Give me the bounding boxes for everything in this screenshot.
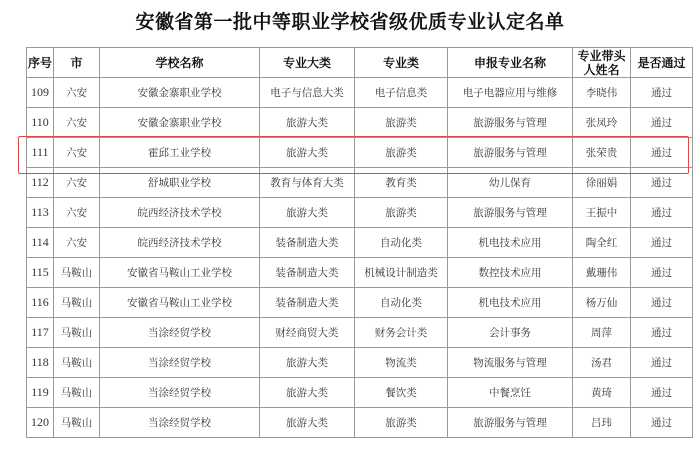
- cell-subcategory: 电子信息类: [355, 78, 448, 108]
- table-row: [27, 258, 693, 288]
- cell-subcategory: 旅游类: [355, 198, 448, 228]
- table-row: [27, 228, 693, 258]
- cell-major: 旅游服务与管理: [448, 108, 573, 138]
- cell-subcategory: 财务会计类: [355, 318, 448, 348]
- cell-leader: 徐丽娟: [573, 168, 631, 198]
- cell-leader: 陶全红: [573, 228, 631, 258]
- cell-category: 财经商贸大类: [260, 318, 355, 348]
- cell-city: 六安: [54, 108, 100, 138]
- cell-passed: 通过: [631, 108, 693, 138]
- cell-city: 六安: [54, 228, 100, 258]
- header-passed: 是否通过: [631, 48, 693, 78]
- cell-city: 六安: [54, 78, 100, 108]
- table-row: [27, 288, 693, 318]
- cell-city: 马鞍山: [54, 408, 100, 438]
- cell-seq: 119: [27, 378, 54, 408]
- cell-subcategory: 旅游类: [355, 108, 448, 138]
- table-row: [27, 138, 693, 168]
- cell-category: 装备制造大类: [260, 228, 355, 258]
- cell-subcategory: 自动化类: [355, 288, 448, 318]
- cell-major: 会计事务: [448, 318, 573, 348]
- cell-major: 物流服务与管理: [448, 348, 573, 378]
- cell-leader: 张荣贵: [573, 138, 631, 168]
- cell-category: 教育与体育大类: [260, 168, 355, 198]
- cell-city: 马鞍山: [54, 318, 100, 348]
- cell-leader: 李晓伟: [573, 78, 631, 108]
- cell-subcategory: 旅游类: [355, 408, 448, 438]
- cell-major: 旅游服务与管理: [448, 198, 573, 228]
- table-row: [27, 408, 693, 438]
- cell-seq: 120: [27, 408, 54, 438]
- cell-category: 旅游大类: [260, 408, 355, 438]
- cell-category: 旅游大类: [260, 378, 355, 408]
- cell-passed: 通过: [631, 288, 693, 318]
- header-category: 专业大类: [260, 48, 355, 78]
- table-row: [27, 318, 693, 348]
- header-school: 学校名称: [100, 48, 260, 78]
- table-row: [27, 348, 693, 378]
- cell-school: 皖西经济技术学校: [100, 198, 260, 228]
- cell-city: 马鞍山: [54, 378, 100, 408]
- header-seq: 序号: [27, 48, 54, 78]
- header-major: 申报专业名称: [448, 48, 573, 78]
- cell-category: 旅游大类: [260, 198, 355, 228]
- cell-school: 安徽省马鞍山工业学校: [100, 258, 260, 288]
- cell-category: 旅游大类: [260, 108, 355, 138]
- cell-passed: 通过: [631, 228, 693, 258]
- cell-seq: 110: [27, 108, 54, 138]
- header-leader: 专业带头人姓名: [573, 48, 631, 78]
- cell-seq: 116: [27, 288, 54, 318]
- cell-subcategory: 餐饮类: [355, 378, 448, 408]
- cell-category: 电子与信息大类: [260, 78, 355, 108]
- cell-school: 安徽金寨职业学校: [100, 78, 260, 108]
- cell-city: 马鞍山: [54, 348, 100, 378]
- cell-major: 幼儿保育: [448, 168, 573, 198]
- cell-major: 机电技术应用: [448, 288, 573, 318]
- cell-major: 中餐烹饪: [448, 378, 573, 408]
- cell-leader: 黄琦: [573, 378, 631, 408]
- cell-major: 电子电器应用与维修: [448, 78, 573, 108]
- certification-table: [26, 47, 693, 438]
- cell-leader: 戴珊伟: [573, 258, 631, 288]
- cell-city: 马鞍山: [54, 288, 100, 318]
- cell-subcategory: 教育类: [355, 168, 448, 198]
- cell-leader: 汤君: [573, 348, 631, 378]
- cell-passed: 通过: [631, 168, 693, 198]
- cell-passed: 通过: [631, 78, 693, 108]
- cell-school: 当涂经贸学校: [100, 318, 260, 348]
- header-subcategory: 专业类: [355, 48, 448, 78]
- cell-passed: 通过: [631, 258, 693, 288]
- cell-school: 皖西经济技术学校: [100, 228, 260, 258]
- cell-city: 六安: [54, 168, 100, 198]
- cell-seq: 117: [27, 318, 54, 348]
- header-row: [27, 48, 693, 78]
- table-row: [27, 108, 693, 138]
- cell-category: 旅游大类: [260, 348, 355, 378]
- cell-seq: 115: [27, 258, 54, 288]
- cell-city: 马鞍山: [54, 258, 100, 288]
- cell-major: 旅游服务与管理: [448, 138, 573, 168]
- cell-passed: 通过: [631, 198, 693, 228]
- cell-city: 六安: [54, 198, 100, 228]
- cell-school: 霍邱工业学校: [100, 138, 260, 168]
- cell-school: 当涂经贸学校: [100, 348, 260, 378]
- cell-passed: 通过: [631, 318, 693, 348]
- cell-major: 机电技术应用: [448, 228, 573, 258]
- table-row: [27, 198, 693, 228]
- cell-leader: 周萍: [573, 318, 631, 348]
- cell-school: 安徽金寨职业学校: [100, 108, 260, 138]
- cell-major: 旅游服务与管理: [448, 408, 573, 438]
- cell-city: 六安: [54, 138, 100, 168]
- cell-school: 舒城职业学校: [100, 168, 260, 198]
- cell-subcategory: 旅游类: [355, 138, 448, 168]
- cell-subcategory: 机械设计制造类: [355, 258, 448, 288]
- cell-passed: 通过: [631, 138, 693, 168]
- cell-seq: 112: [27, 168, 54, 198]
- cell-seq: 114: [27, 228, 54, 258]
- cell-category: 装备制造大类: [260, 258, 355, 288]
- page-title: 安徽省第一批中等职业学校省级优质专业认定名单: [135, 11, 565, 33]
- cell-seq: 113: [27, 198, 54, 228]
- cell-school: 当涂经贸学校: [100, 408, 260, 438]
- cell-passed: 通过: [631, 378, 693, 408]
- cell-subcategory: 物流类: [355, 348, 448, 378]
- cell-leader: 张凤玲: [573, 108, 631, 138]
- table-row: [27, 78, 693, 108]
- cell-school: 当涂经贸学校: [100, 378, 260, 408]
- cell-seq: 118: [27, 348, 54, 378]
- cell-seq: 109: [27, 78, 54, 108]
- table-row: [27, 168, 693, 198]
- cell-passed: 通过: [631, 348, 693, 378]
- cell-subcategory: 自动化类: [355, 228, 448, 258]
- header-city: 市: [54, 48, 100, 78]
- cell-category: 装备制造大类: [260, 288, 355, 318]
- cell-leader: 吕玮: [573, 408, 631, 438]
- cell-seq: 111: [27, 138, 54, 168]
- table-row: [27, 378, 693, 408]
- cell-major: 数控技术应用: [448, 258, 573, 288]
- cell-school: 安徽省马鞍山工业学校: [100, 288, 260, 318]
- cell-category: 旅游大类: [260, 138, 355, 168]
- cell-leader: 王振中: [573, 198, 631, 228]
- cell-passed: 通过: [631, 408, 693, 438]
- cell-leader: 杨万仙: [573, 288, 631, 318]
